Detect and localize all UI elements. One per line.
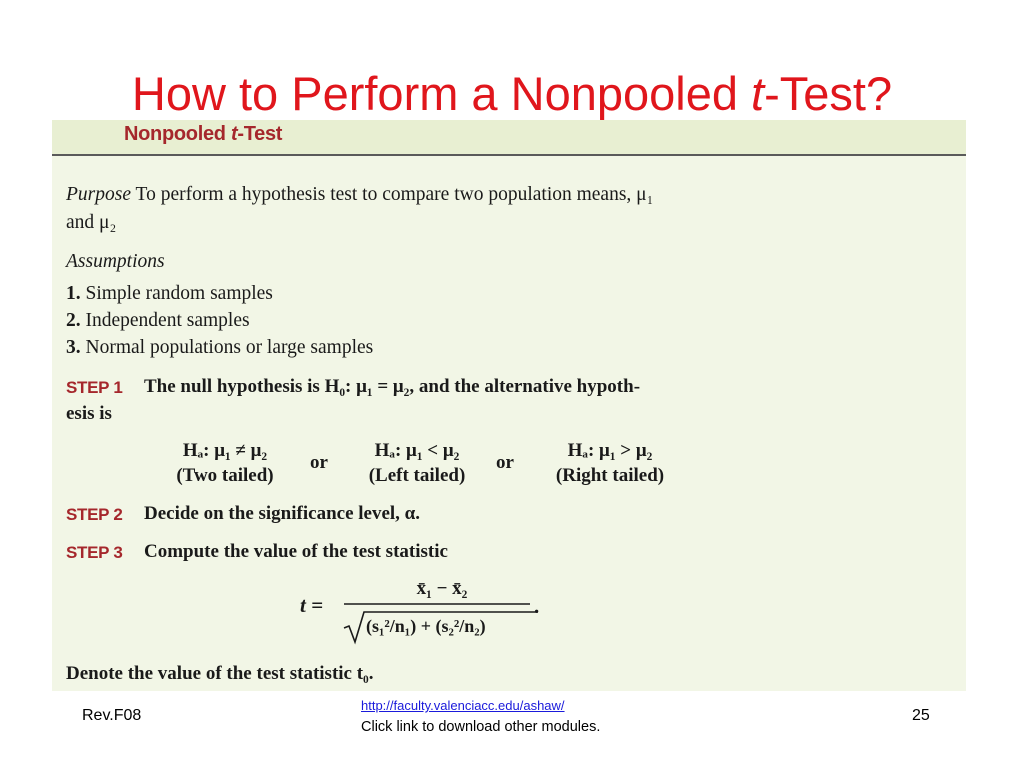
purpose-text: To perform a hypothesis test to compare two population means, μ₁	[135, 184, 654, 205]
denote-text: Denote the value of the test statistic t₀.	[66, 663, 374, 684]
slide-title-end: -Test?	[764, 67, 893, 120]
step-3-label: STEP 3	[66, 543, 123, 562]
formula-period: .	[534, 594, 540, 618]
textbook-box	[52, 120, 966, 691]
slide-title-t: t	[751, 67, 765, 120]
slide-title-main: How to Perform a Nonpooled	[131, 67, 752, 120]
assumption-item: 2. Independent samples	[66, 310, 250, 331]
purpose-label: Purpose	[66, 184, 131, 205]
formula-numerator: x̄₁ − x̄₂	[416, 578, 468, 599]
alt-left-tailed: Hₐ: μ₁ < μ₂ (Left tailed)	[368, 440, 466, 486]
purpose-line	[66, 184, 653, 206]
box-title: Nonpooled t-Test	[124, 123, 283, 145]
or-label: or	[310, 452, 328, 473]
step-3-text: Compute the value of the test statistic	[144, 541, 448, 562]
assumption-item: 1. Simple random samples	[66, 283, 273, 304]
footer-note: Click link to download other modules.	[361, 719, 601, 735]
footer-revision: Rev.F08	[82, 707, 142, 724]
step-2-label: STEP 2	[66, 505, 123, 524]
footer-link[interactable]: http://faculty.valenciacc.edu/ashaw/	[361, 698, 565, 713]
alt-right-tailed: Hₐ: μ₁ > μ₂ (Right tailed)	[555, 440, 665, 486]
step-2-text: Decide on the significance level, α.	[144, 503, 421, 524]
formula-lhs: t =	[300, 593, 324, 617]
alt-two-tailed: Hₐ: μ₁ ≠ μ₂ (Two tailed)	[176, 440, 274, 486]
purpose-text-2: and μ₂	[66, 212, 117, 233]
step-1-text-cont: esis is	[66, 403, 112, 424]
step-1-label: STEP 1	[66, 378, 123, 397]
step-1-text: The null hypothesis is H₀: μ₁ = μ₂, and the alternative hypoth-	[144, 376, 641, 397]
assumption-item: 3. Normal populations or large samples	[66, 337, 374, 358]
slide-title	[0, 66, 1024, 122]
page-number: 25	[912, 707, 930, 724]
assumptions-label: Assumptions	[66, 251, 165, 272]
formula-denominator: (s₁²/n₁) + (s₂²/n₂)	[366, 616, 486, 636]
box-header	[52, 120, 966, 156]
or-label: or	[496, 452, 514, 473]
